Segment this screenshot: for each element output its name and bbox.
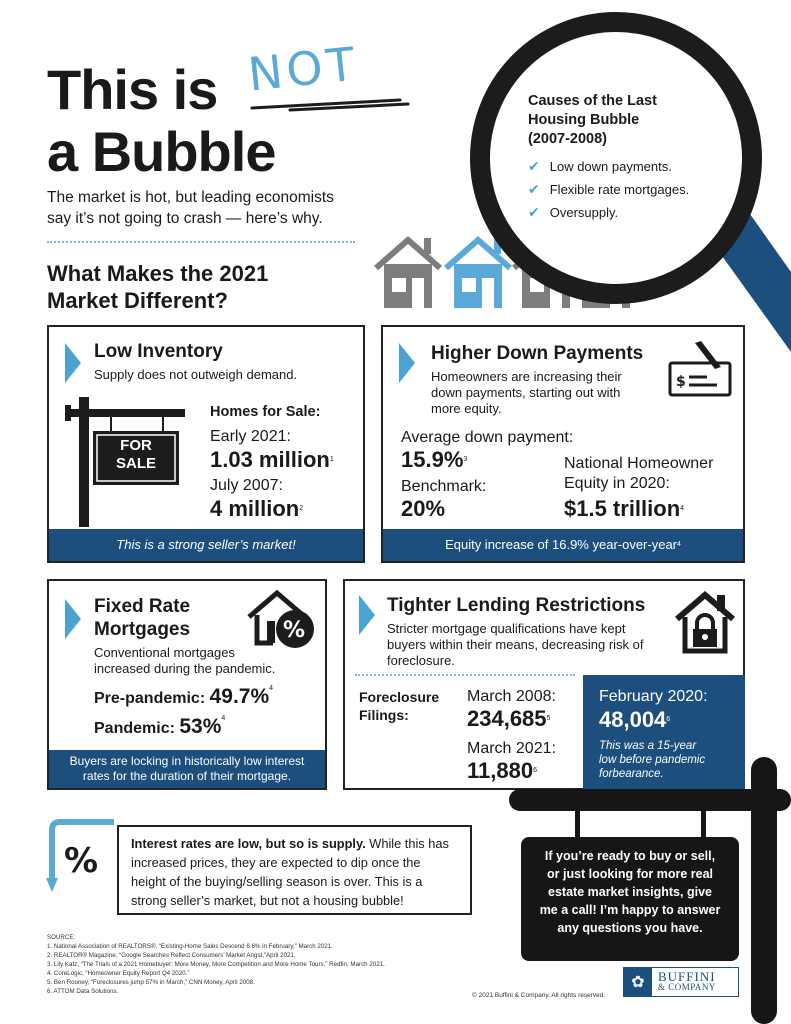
low-inventory-title: Low Inventory	[94, 341, 223, 362]
causes-item-text: Flexible rate mortgages.	[549, 182, 690, 197]
fixed-rate-title	[94, 595, 190, 641]
low-inventory-band: This is a strong seller’s market!	[49, 529, 363, 561]
march-2021-number: 11,880	[467, 758, 534, 783]
fixed-rate-card	[47, 579, 327, 790]
causes-item-text: Oversupply.	[549, 205, 619, 220]
feb-2020-value	[599, 707, 670, 733]
footnote-ref: 2	[299, 505, 304, 512]
subtitle-line: say it’s not going to crash — here’s why.	[47, 210, 323, 227]
brand-emblem-icon: ✿	[624, 968, 652, 996]
homes-for-sale-label: Homes for Sale:	[210, 404, 321, 420]
divider	[47, 241, 355, 243]
benchmark-value: 20%	[401, 496, 446, 521]
divider	[355, 674, 575, 676]
source-item: 5. Ben Rooney, “Foreclosures jump 57% in March,” CNN Money, April 2008.	[47, 979, 255, 986]
percent-arrow-icon	[46, 818, 118, 896]
section-heading-line: Market Different?	[47, 288, 228, 313]
sources-heading: SOURCE:	[47, 934, 76, 941]
higher-down-payments-card	[381, 325, 745, 563]
subtitle-line: increased during the pandemic.	[94, 661, 276, 676]
tighter-title: Tighter Lending Restrictions	[387, 595, 646, 616]
svg-text:$: $	[676, 374, 686, 390]
foreclosure-label	[359, 688, 439, 724]
july-2007-value	[210, 496, 303, 522]
subtitle	[47, 187, 334, 229]
subtitle-line: The market is hot, but leading economists	[47, 189, 334, 206]
svg-text:%: %	[283, 618, 306, 643]
pandemic-value: 53%	[179, 715, 222, 738]
pandemic-label: Pandemic:	[94, 720, 175, 737]
not-underline-icon	[250, 92, 410, 114]
equity-label-line: National Homeowner	[564, 455, 714, 472]
source-item: 4. CoreLogic, “Homeowner Equity Report Q4 2020.”	[47, 970, 190, 977]
title-line-2: a Bubble	[47, 120, 276, 183]
july-2007-number: 4 million	[210, 496, 300, 521]
chevron-right-icon	[359, 595, 375, 635]
subtitle-line: more equity.	[431, 401, 502, 416]
pre-pandemic-row	[94, 685, 273, 709]
footnote-ref: 5	[546, 715, 551, 722]
equity-number: $1.5 trillion	[564, 496, 681, 521]
subtitle-line: Conventional mortgages	[94, 645, 235, 660]
interest-rates-text	[131, 834, 449, 910]
causes-list	[528, 155, 689, 224]
interest-line: strong seller’s market, but not a housing bubble!	[131, 893, 404, 908]
march-2021-label: March 2021:	[467, 740, 556, 757]
cta-line: me a call! I’m happy to answer	[539, 903, 721, 917]
interest-line: increased prices, they are expected to dip once the	[131, 855, 421, 870]
pre-pandemic-label: Pre-pandemic:	[94, 690, 206, 707]
band-line: rates for the duration of their mortgage.	[82, 769, 292, 783]
footnote-ref: 4	[269, 685, 274, 692]
interest-text: While this has	[365, 836, 449, 851]
low-inventory-subtitle: Supply does not outweigh demand.	[94, 367, 298, 382]
brand-logo	[623, 967, 739, 997]
check-icon: ✔	[528, 181, 540, 197]
equity-label	[564, 454, 713, 494]
march-2008-value	[467, 706, 550, 732]
source-item: 2. REALTOR® Magazine, “Google Searches Reflect Consumers’ Market Angst,”April 2021.	[47, 952, 296, 959]
causes-panel	[528, 92, 689, 224]
avg-down-value	[401, 447, 467, 473]
early-2021-label: Early 2021:	[210, 428, 291, 445]
avg-down-number: 15.9%	[401, 447, 464, 472]
sources-list	[47, 933, 467, 996]
note-line: low before pandemic	[599, 754, 706, 766]
house-lock-icon	[673, 589, 737, 655]
tighter-subtitle	[387, 621, 644, 669]
footnote-ref: 4	[221, 715, 226, 722]
footnote-ref: 4	[677, 541, 681, 548]
house-percent-icon	[245, 589, 321, 649]
subtitle-line: Stricter mortgage qualifications have kept	[387, 621, 626, 636]
pandemic-row	[94, 715, 225, 739]
causes-title	[528, 92, 689, 149]
fixed-rate-band	[49, 750, 325, 788]
source-item: 1. National Association of REALTORS®, “Existing-Home Sales Descend 6.6% in February,” March 2021.	[47, 943, 333, 950]
early-2021-number: 1.03 million	[210, 447, 330, 472]
cta-box	[521, 837, 739, 961]
causes-list-item	[528, 201, 689, 224]
interest-bold: Interest rates are low, but so is supply.	[131, 836, 366, 851]
pre-pandemic-value: 49.7%	[209, 685, 270, 708]
sign-text-line: FOR	[120, 437, 152, 454]
footnote-ref: 4	[680, 505, 685, 512]
footnote-ref: 6	[533, 767, 537, 774]
filings-label-line: Filings:	[359, 707, 409, 723]
equity-value	[564, 496, 684, 522]
causes-item-text: Low down payments.	[549, 159, 672, 174]
higher-down-title: Higher Down Payments	[431, 343, 644, 364]
check-payment-icon	[667, 341, 733, 399]
causes-list-item	[528, 178, 689, 201]
avg-down-label: Average down payment:	[401, 429, 574, 446]
svg-text:%: %	[64, 841, 99, 881]
causes-title-line: Housing Bubble	[528, 112, 640, 128]
title-line: Fixed Rate	[94, 596, 191, 617]
chevron-right-icon	[65, 599, 81, 639]
source-item: 6. ATTOM Data Solutions.	[47, 988, 119, 995]
feb-2020-number: 48,004	[599, 707, 667, 732]
sign-text-line: SALE	[115, 455, 156, 472]
causes-list-item	[528, 155, 689, 178]
higher-down-subtitle	[431, 369, 622, 417]
chevron-right-icon	[65, 343, 81, 383]
note-line: This was a 15-year	[599, 740, 697, 752]
brand-text	[658, 971, 716, 993]
interest-line	[131, 834, 449, 853]
feb-2020-label: February 2020:	[599, 688, 708, 705]
filings-label-line: Foreclosure	[359, 689, 440, 705]
interest-rates-box	[117, 825, 472, 915]
source-item: 3. Lily Katz, “The Trials of a 2021 Homebuyer: More Money, More Competition and More Home Tours,” Redfin, March 2021.	[47, 961, 385, 968]
band-text: Equity increase of 16.9% year-over-year	[445, 537, 678, 552]
cta-line: any questions you have.	[557, 921, 703, 935]
subtitle-line: down payments, starting out with	[431, 385, 621, 400]
brand-name: BUFFINI	[658, 969, 716, 984]
march-2008-number: 234,685	[467, 706, 547, 731]
low-inventory-card	[47, 325, 365, 563]
section-heading	[47, 260, 268, 314]
causes-title-line: (2007-2008)	[528, 131, 607, 147]
cta-line: or just looking for more real	[547, 867, 713, 881]
subtitle-line: foreclosure.	[387, 653, 455, 668]
footnote-ref: 6	[666, 716, 671, 723]
section-heading-line: What Makes the 2021	[47, 261, 269, 286]
house-icon	[376, 238, 440, 308]
cta-line: estate market insights, give	[548, 885, 712, 899]
cta-line: If you’re ready to buy or sell,	[544, 849, 716, 863]
equity-label-line: Equity in 2020:	[564, 475, 670, 492]
note-line: forbearance.	[599, 768, 664, 780]
higher-down-band	[383, 529, 743, 561]
subtitle-line: Homeowners are increasing their	[431, 369, 622, 384]
chevron-right-icon	[399, 343, 415, 383]
fixed-rate-subtitle	[94, 645, 275, 677]
title-line: Mortgages	[94, 619, 191, 640]
subtitle-line: buyers within their means, decreasing risk of	[387, 637, 644, 652]
interest-line: height of the buying/selling season is over. This is a	[131, 874, 423, 889]
copyright: © 2021 Buffini & Company. All rights reserved.	[472, 992, 606, 999]
benchmark-label: Benchmark:	[401, 478, 487, 495]
check-icon: ✔	[528, 204, 540, 220]
for-sale-sign-text	[93, 437, 179, 473]
footnote-ref: 3	[463, 456, 468, 463]
check-icon: ✔	[528, 158, 540, 174]
july-2007-label: July 2007:	[210, 477, 283, 494]
title-line-1: This is	[47, 58, 218, 121]
early-2021-value	[210, 447, 334, 473]
house-icon	[446, 238, 510, 308]
causes-title-line: Causes of the Last	[528, 93, 657, 109]
brand-sub: & COMPANY	[658, 982, 716, 992]
band-line: Buyers are locking in historically low interest	[69, 754, 305, 768]
title-not-word: NOT	[245, 36, 362, 102]
footnote-ref: 1	[329, 456, 334, 463]
march-2008-label: March 2008:	[467, 688, 556, 705]
